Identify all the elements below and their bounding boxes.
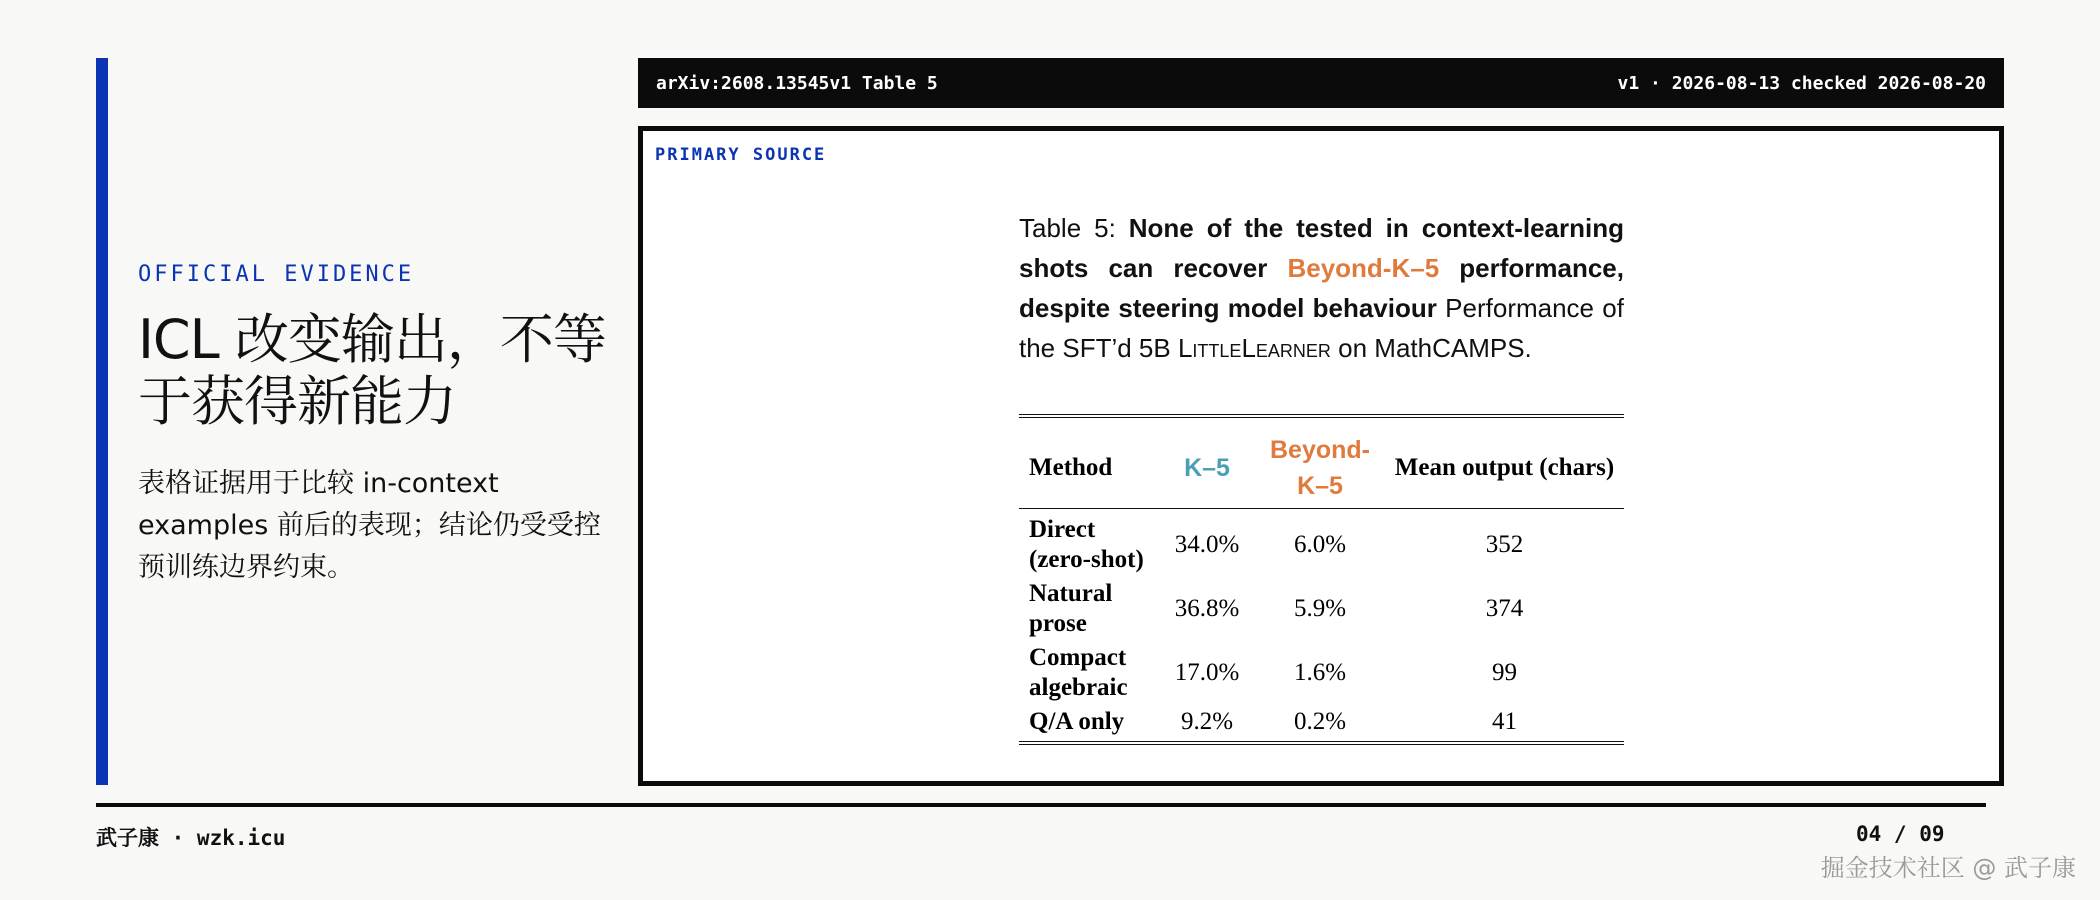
table-row (1019, 705, 1624, 743)
accent-bar (96, 58, 108, 785)
watermark: 掘金技术社区 @ 武子康 (1820, 854, 2076, 882)
citation-id: arXiv:2608.13545v1 Table 5 (656, 72, 938, 94)
row-k5: 34.0% (1174, 531, 1240, 558)
table-row (1019, 509, 1624, 578)
column-header-k5: K–5 (1157, 416, 1255, 509)
slide-copy (138, 262, 608, 589)
caption-highlight: Beyond-K–5 (1287, 253, 1440, 283)
primary-source-panel (638, 126, 2004, 786)
table-row (1019, 577, 1624, 641)
caption-bold-b: performance, despite steering model behaviour (1019, 253, 1624, 323)
row-mean-output: 99 (1492, 659, 1517, 686)
caption-bold-a: None of the tested in context-learning shots can recover (1019, 213, 1624, 283)
footer-author: 武子康 · wzk.icu (96, 826, 286, 850)
slide-body: 表格证据用于比较 in-context examples 前后的表现；结论仍受受控预训练边界约束。 (138, 468, 601, 583)
caption-prefix: Table 5: (1019, 213, 1129, 243)
caption-rest-b: on MathCAMPS. (1330, 333, 1532, 363)
row-beyond-k5: 5.9% (1293, 595, 1347, 622)
slide-title: ICL 改变输出，不等于获得新能力 (138, 308, 606, 433)
row-beyond-k5: 6.0% (1293, 531, 1347, 558)
citation-version: v1 · 2026-08-13 checked 2026-08-20 (1617, 72, 1986, 94)
table-header-row (1019, 416, 1624, 509)
column-header-method: Method (1019, 416, 1157, 509)
row-k5: 17.0% (1174, 659, 1240, 686)
row-method: Direct (zero-shot) (1029, 516, 1144, 573)
row-beyond-k5: 0.2% (1293, 708, 1347, 735)
paper-excerpt (1019, 208, 1624, 745)
row-k5: 9.2% (1180, 708, 1234, 735)
row-method: Compact algebraic (1029, 644, 1128, 701)
row-mean-output: 374 (1485, 595, 1524, 622)
row-mean-output: 41 (1492, 708, 1517, 735)
source-citation-bar (638, 58, 2004, 108)
table-row (1019, 641, 1624, 705)
column-header-mean-output: Mean output (chars) (1383, 416, 1624, 509)
row-k5: 36.8% (1174, 595, 1240, 622)
row-method: Natural prose (1029, 580, 1113, 637)
row-mean-output: 352 (1485, 531, 1524, 558)
column-header-beyond-k5: Beyond-K–5 (1255, 416, 1383, 509)
row-method: Q/A only (1029, 708, 1125, 735)
row-beyond-k5: 1.6% (1293, 659, 1347, 686)
model-name-l: Little (1177, 333, 1242, 363)
table-caption (1019, 208, 1624, 368)
primary-source-label: PRIMARY SOURCE (655, 145, 827, 165)
results-table (1019, 414, 1624, 745)
eyebrow-label: OFFICIAL EVIDENCE (138, 262, 415, 287)
model-name-l2: Learner (1241, 333, 1331, 363)
footer-divider (96, 803, 1986, 807)
page-number: 04 / 09 (1856, 822, 1945, 846)
caption-rest-a: Performance of the SFT’d 5B (1019, 293, 1624, 363)
